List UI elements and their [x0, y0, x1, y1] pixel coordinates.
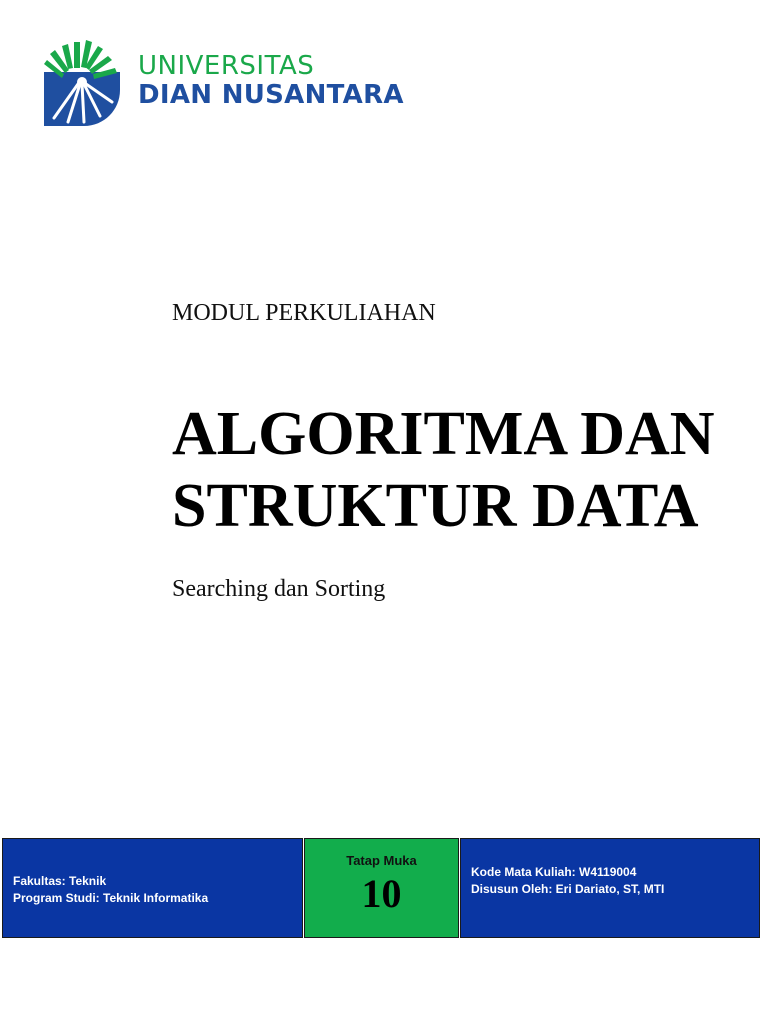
module-kicker: MODUL PERKULIAHAN — [172, 300, 436, 326]
university-logo — [44, 38, 424, 128]
footer-course-cell — [460, 838, 760, 938]
footer-meeting-cell — [304, 838, 459, 938]
course-code-text: Kode Mata Kuliah: W4119004 — [471, 865, 637, 879]
course-title-line1: ALGORITMA DAN — [172, 400, 715, 468]
footer-faculty-cell — [2, 838, 303, 938]
logo-text-name: DIAN NUSANTARA — [138, 80, 404, 110]
author-text: Disusun Oleh: Eri Dariato, ST, MTI — [471, 882, 665, 896]
faculty-text: Fakultas: Teknik — [13, 874, 107, 888]
study-program-text: Program Studi: Teknik Informatika — [13, 891, 209, 905]
module-subtitle: Searching dan Sorting — [172, 576, 386, 602]
meeting-number: 10 — [361, 871, 402, 916]
footer-info-bar — [2, 838, 760, 938]
meeting-label: Tatap Muka — [346, 853, 417, 868]
university-emblem-icon — [44, 38, 120, 126]
logo-text-universitas: UNIVERSITAS — [138, 51, 315, 81]
course-title-line2: STRUKTUR DATA — [172, 472, 699, 540]
course-title — [172, 398, 752, 542]
